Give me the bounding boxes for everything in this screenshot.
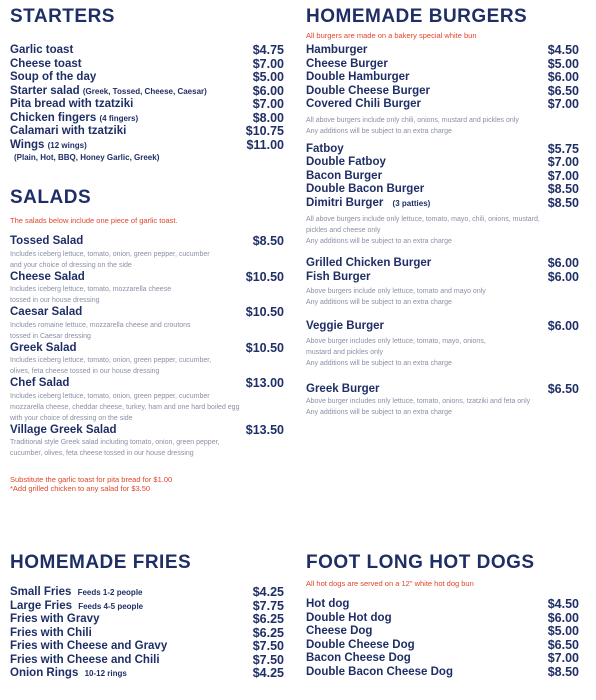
menu-item: Calamari with tzatziki $10.75 [10,124,284,138]
menu-item: Double Bacon Burger $8.50 [306,182,579,196]
burgers-note: Above burger includes only lettuce, tomato, onions, tzatziki and feta only Any additions will be subject to an extra charge [306,398,531,416]
menu-item: Dimitri Burger (3 patties) $8.50 [306,195,579,210]
burgers-note: All above burgers include only chili, onions, mustard and pickles only Any additions will be subject to an extra charge [306,116,519,135]
menu-item: Hamburger $4.50 [306,43,579,57]
menu-item: Bacon Cheese Dog $7.00 [306,651,579,665]
menu-item: Bacon Burger $7.00 [306,168,579,183]
menu-item: Cheese Burger $5.00 [306,56,579,71]
menu-item: Greek Salad $10.50 [10,340,284,355]
fries-section [10,552,284,681]
menu-item: Tossed Salad $8.50 [10,234,284,248]
menu-item: Caesar Salad $10.50 [10,305,284,319]
burgers-title: HOMEMADE BURGERS [306,6,528,27]
menu-item: Fatboy $5.75 [306,141,579,156]
menu-item: Grilled Chicken Burger $6.00 [306,256,579,270]
menu-item: Chef Salad $13.00 [10,376,284,390]
hotdogs-title: FOOT LONG HOT DOGS [306,552,535,573]
menu-item: Double Cheese Dog $6.50 [306,637,579,652]
item-description: Includes iceberg lettuce, tomato, onion, green pepper, cucumber, olives, feta cheese tossed in our house dressing [10,357,212,375]
menu-item: Fish Burger $6.00 [306,269,579,284]
menu-item: Large Fries Feeds 4-5 people $7.75 [10,598,284,613]
menu-item: Hot dog $4.50 [306,597,579,611]
menu-item: Cheese Dog $5.00 [306,624,579,638]
menu-item: Double Fatboy $7.00 [306,155,579,169]
item-description: Includes iceberg lettuce, tomato, mozzarella cheese tossed in our house dressing [10,286,172,304]
item-description: Includes iceberg lettuce, tomato, onion, green pepper, cucumber mozzarella cheese, cheddar cheese, turkey, ham and one hard boiled egg with your choice of dressing on the side [10,392,240,422]
menu-item: Fries with Cheese and Chili $7.50 [10,652,284,667]
hotdogs-subtitle: All hot dogs are served on a 12" white hot dog bun [306,579,474,588]
salads-add-note: *Add grilled chicken to any salad for $3.50 [10,484,151,493]
menu-item: Garlic toast $4.75 [10,43,284,57]
menu-item: Starter salad (Greek, Tossed, Cheese, Caesar) $6.00 [10,83,284,98]
burgers-subtitle: All burgers are made on a bakery special white bun [306,31,477,40]
menu-item: Soup of the day $5.00 [10,70,284,84]
menu-item: Greek Burger $6.50 [306,381,579,396]
menu-item: Double Hot dog $6.00 [306,610,579,625]
menu-item: Wings (12 wings) $11.00 [10,137,284,152]
hotdogs-section [306,552,579,679]
salads-section [10,187,284,493]
burgers-note: All above burgers include only lettuce, tomato, mayo, chili, onions, mustard, pickles and cheese only Any additions will be subject to an extra charge [306,216,540,245]
item-description: Includes romaine lettuce, mozzarella cheese and croutons tossed in Caesar dressing [10,321,191,340]
burgers-note: Above burgers include only lettuce, tomato and mayo only Any additions will be subject to an extra charge [306,288,486,306]
item-description: Traditional style Greek salad including tomato, onion, green pepper, cucumber, olives, feta cheese tossed in our house dressing [10,439,220,457]
salads-subtitle: The salads below include one piece of garlic toast. [10,216,178,225]
menu-item: Double Hamburger $6.00 [306,70,579,84]
starters-section [10,6,284,162]
menu-item: Small Fries Feeds 1-2 people $4.25 [10,585,284,599]
starters-title: STARTERS [10,6,115,27]
menu-item: Fries with Chili $6.25 [10,625,284,640]
menu-item: Cheese Salad $10.50 [10,269,284,284]
wings-flavors: (Plain, Hot, BBQ, Honey Garlic, Greek) [14,153,160,162]
menu-item: Village Greek Salad $13.50 [10,422,284,437]
salads-title: SALADS [10,187,92,208]
menu-item: Onion Rings 10-12 rings $4.25 [10,666,284,680]
burgers-section [306,6,579,418]
burgers-note: Above burger includes only lettuce, tomato, mayo, onions, mustard and pickles only Any additions will be subject to an extra charge [306,337,486,367]
menu-item: Double Bacon Cheese Dog $8.50 [306,664,579,679]
item-description: Includes iceberg lettuce, tomato, onion, green pepper, cucumber and your choice of dressing on the side [10,250,210,269]
menu-item: Chicken fingers (4 fingers) $8.00 [10,110,284,125]
menu-item: Fries with Cheese and Gravy $7.50 [10,639,284,653]
menu-item: Cheese toast $7.00 [10,56,284,71]
menu-item: Double Cheese Burger $6.50 [306,83,579,98]
fries-title: HOMEMADE FRIES [10,552,192,573]
menu-item: Fries with Gravy $6.25 [10,612,284,626]
menu-item: Covered Chili Burger $7.00 [306,97,579,111]
salads-sub-note: Substitute the garlic toast for pita bread for $1.00 [10,475,173,484]
menu-item: Pita bread with tzatziki $7.00 [10,97,284,111]
menu-item: Veggie Burger $6.00 [306,319,579,333]
